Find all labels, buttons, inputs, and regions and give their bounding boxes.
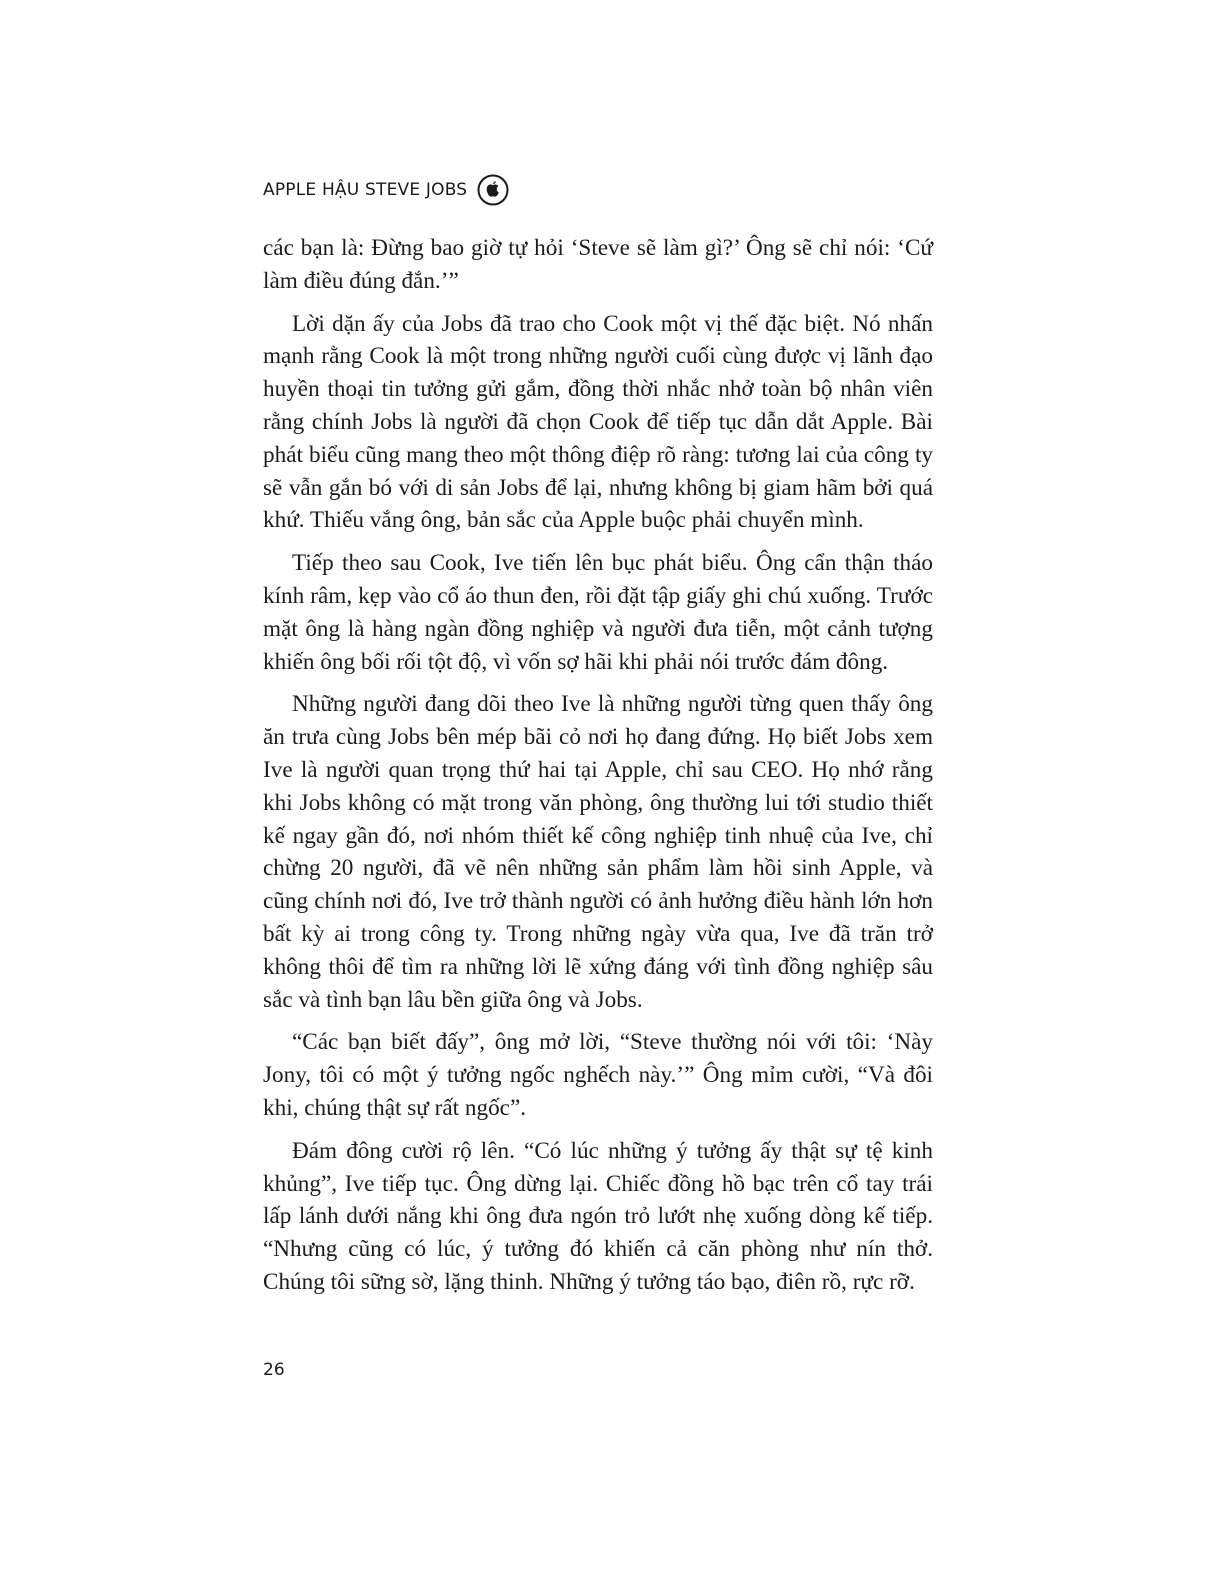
- paragraph: Những người đang dõi theo Ive là những người từng quen thấy ông ăn trưa cùng Jobs bên mép bãi cỏ nơi họ đang đứng. Họ biết Jobs xem Ive là người quan trọng thứ hai tại Apple, chỉ sau CEO. Họ nhớ rằng khi Jobs không có mặt trong văn phòng, ông thường lui tới studio thiết kế ngay gần đó, nơi nhóm thiết kế công nghiệp tinh nhuệ của Ive, chỉ chừng 20 người, đã vẽ nên những sản phẩm làm hồi sinh Apple, và cũng chính nơi đó, Ive trở thành người có ảnh hưởng điều hành lớn hơn bất kỳ ai trong công ty. Trong những ngày vừa qua, Ive đã trăn trở không thôi để tìm ra những lời lẽ xứng đáng với tình đồng nghiệp sâu sắc và tình bạn lâu bền giữa ông và Jobs.: [263, 691, 933, 1013]
- paragraph: “Các bạn biết đấy”, ông mở lời, “Steve thường nói với tôi: ‘Này Jony, tôi có một ý tưởng ngốc nghếch này.’” Ông mỉm cười, “Và đôi khi, chúng thật sự rất ngốc”.: [263, 1029, 933, 1121]
- paragraph: Tiếp theo sau Cook, Ive tiến lên bục phát biểu. Ông cẩn thận tháo kính râm, kẹp vào cổ áo thun đen, rồi đặt tập giấy ghi chú xuống. Trước mặt ông là hàng ngàn đồng nghiệp và người đưa tiễn, một cảnh tượng khiến ông bối rối tột độ, vì vốn sợ hãi khi phải nói trước đám đông.: [263, 550, 933, 675]
- paragraph-continued: các bạn là: Đừng bao giờ tự hỏi ‘Steve sẽ làm gì?’ Ông sẽ chỉ nói: ‘Cứ làm điều đúng đắn.’”: [263, 235, 933, 294]
- body-text: [263, 232, 933, 1309]
- running-head: [263, 172, 509, 208]
- paragraph: Lời dặn ấy của Jobs đã trao cho Cook một vị thế đặc biệt. Nó nhấn mạnh rằng Cook là một trong những người cuối cùng được vị lãnh đạo huyền thoại tin tưởng gửi gắm, đồng thời nhắc nhở toàn bộ nhân viên rằng chính Jobs là người đã chọn Cook để tiếp tục dẫn dắt Apple. Bài phát biểu cũng mang theo một thông điệp rõ ràng: tương lai của công ty sẽ vẫn gắn bó với di sản Jobs để lại, nhưng không bị giam hãm bởi quá khứ. Thiếu vắng ông, bản sắc của Apple buộc phải chuyển mình.: [263, 310, 933, 534]
- running-title: APPLE HẬU STEVE JOBS: [263, 180, 468, 200]
- apple-logo-icon: [477, 174, 509, 206]
- page-number: 26: [263, 1360, 285, 1380]
- paragraph: Đám đông cười rộ lên. “Có lúc những ý tưởng ấy thật sự tệ kinh khủng”, Ive tiếp tục. Ông dừng lại. Chiếc đồng hồ bạc trên cổ tay trái lấp lánh dưới nắng khi ông đưa ngón trỏ lướt nhẹ xuống dòng kế tiếp. “Nhưng cũng có lúc, ý tưởng đó khiến cả căn phòng như nín thở. Chúng tôi sững sờ, lặng thinh. Những ý tưởng táo bạo, điên rồ, rực rỡ.: [263, 1137, 933, 1295]
